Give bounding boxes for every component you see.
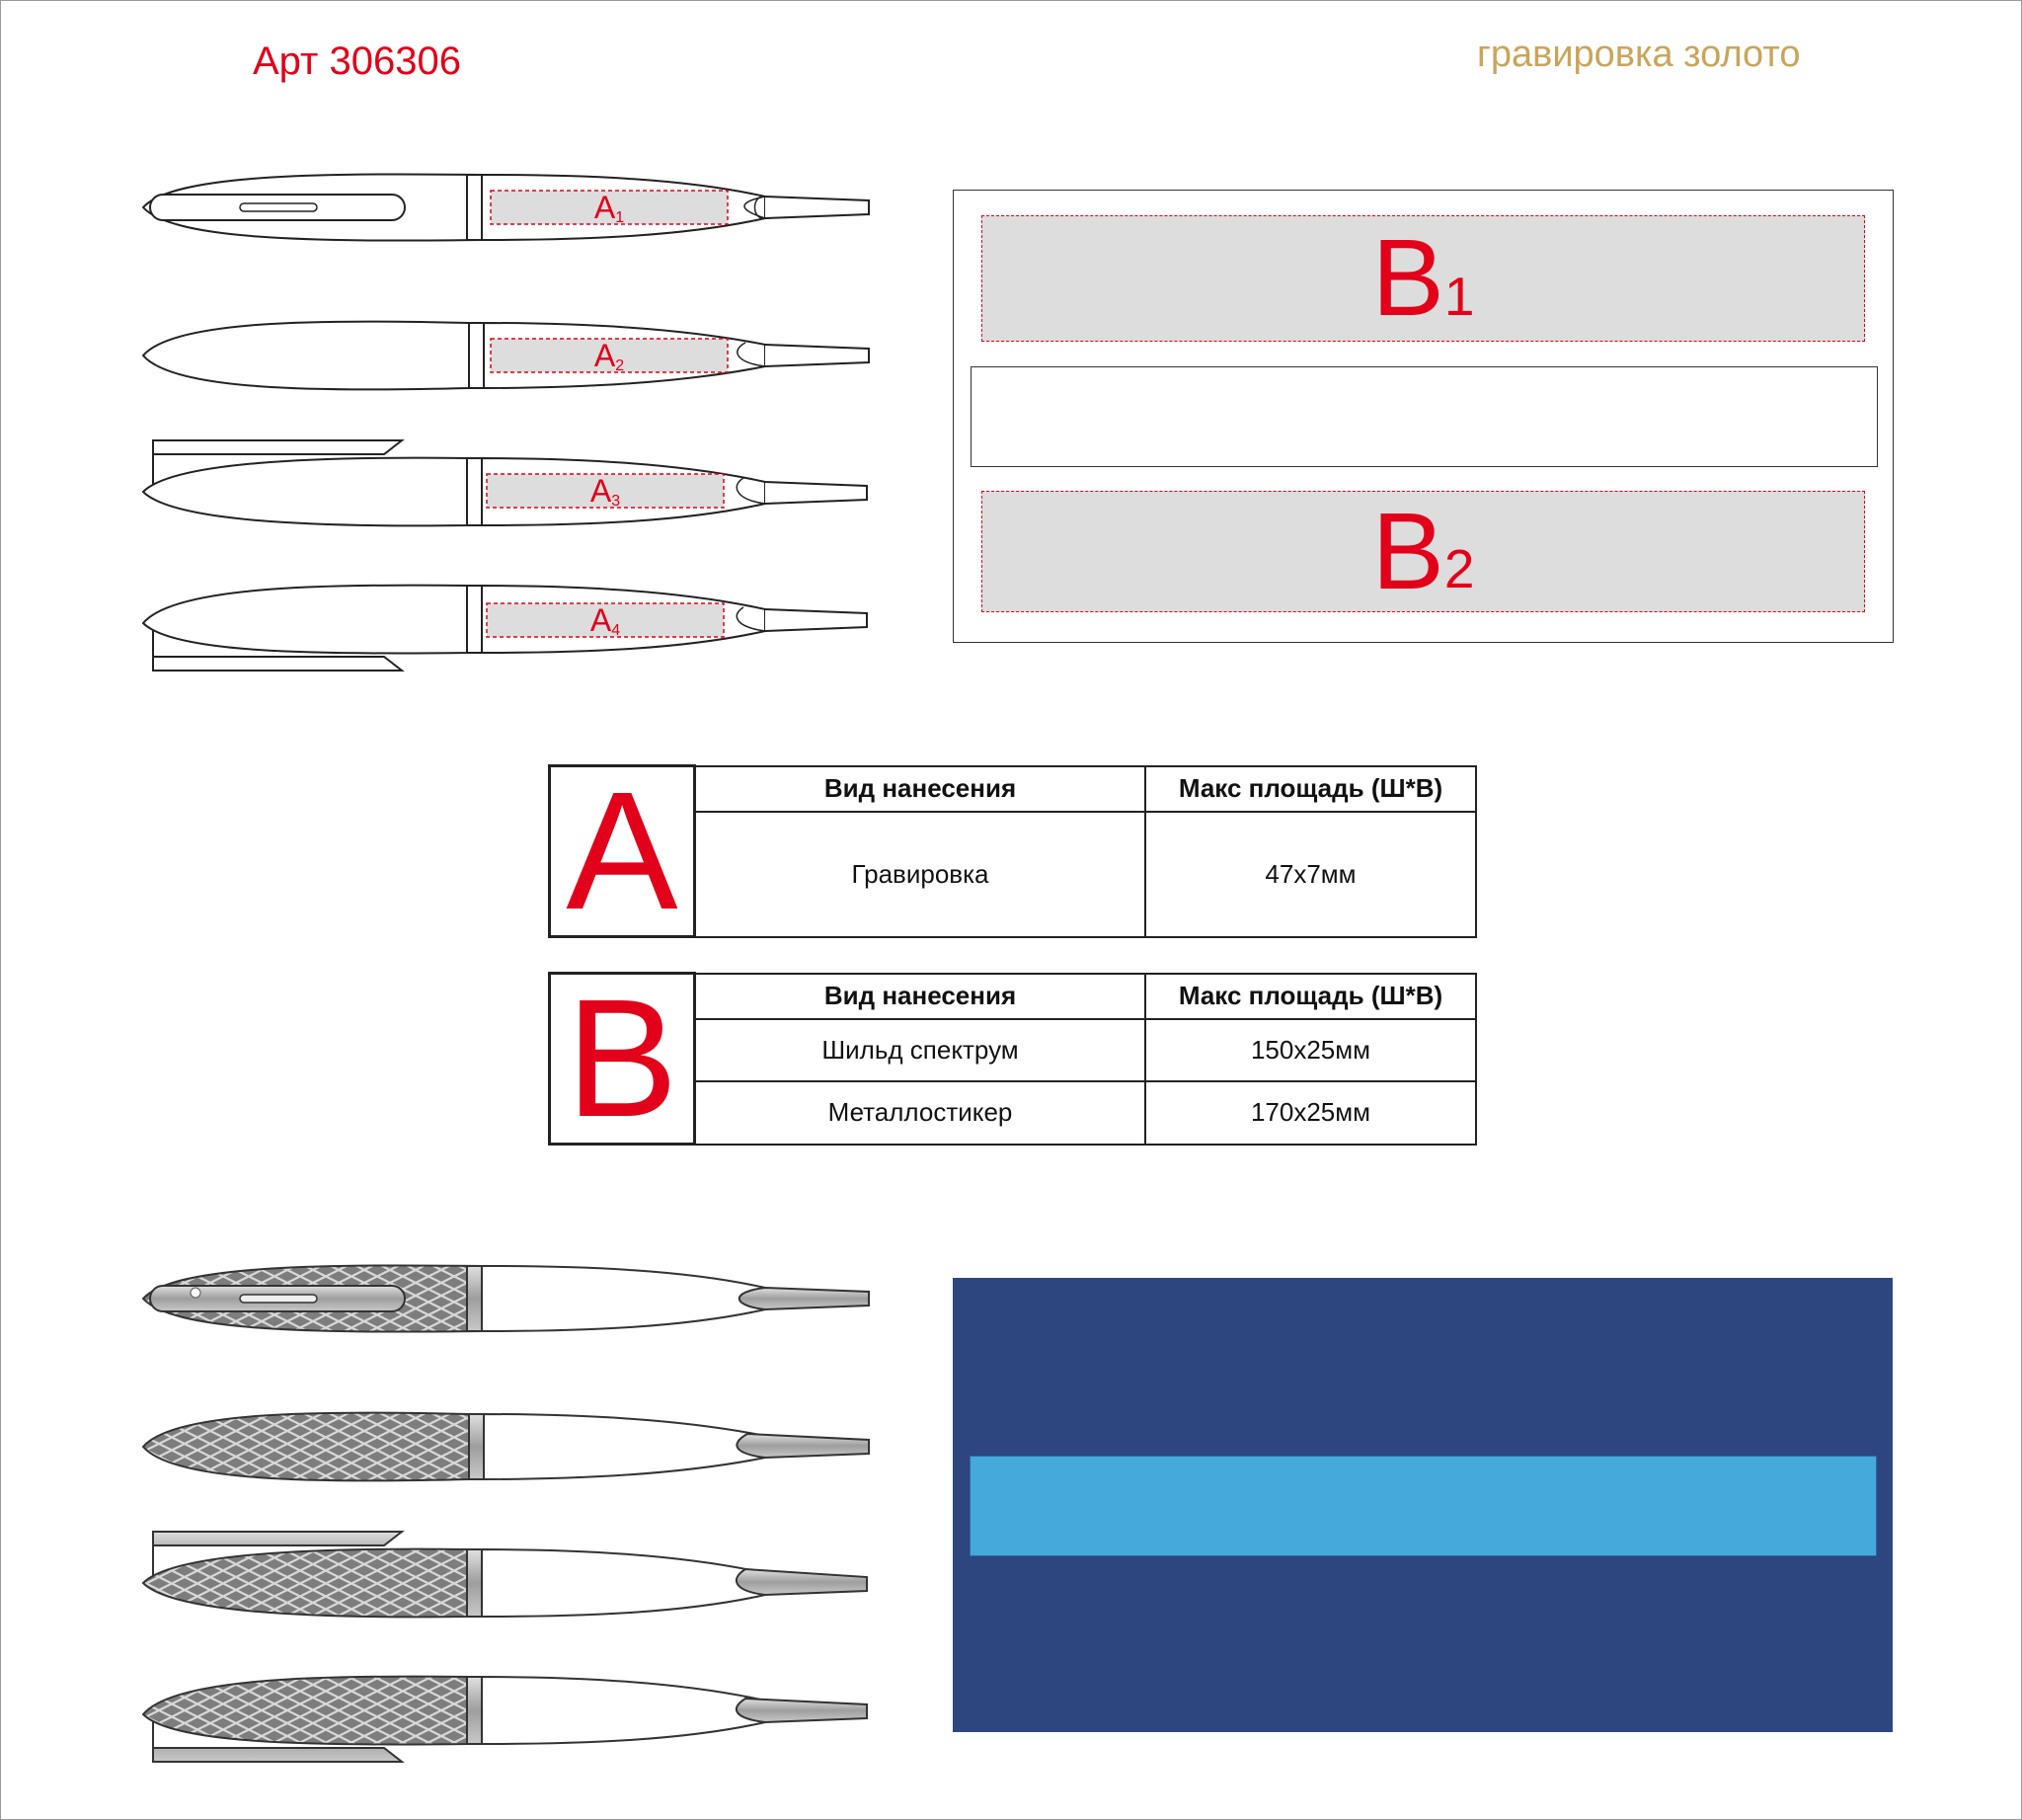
pen-colored-2 xyxy=(133,1392,884,1501)
pen-colored-4 xyxy=(133,1659,884,1768)
pen-outline-4 xyxy=(133,568,884,676)
table-a-area: 47x7мм xyxy=(1145,812,1476,937)
table-b-method-2: Металлостикер xyxy=(695,1081,1146,1144)
zone-b1: B $_1$ xyxy=(981,215,1865,342)
table-b-col-method: Вид нанесения xyxy=(695,974,1146,1019)
plate-middle-strip xyxy=(971,366,1878,467)
article-number: Арт 306306 xyxy=(253,40,461,83)
pen-colored-1 xyxy=(133,1244,884,1353)
table-b-method-1: Шильд спектрум xyxy=(695,1019,1146,1081)
application-method: гравировка золото xyxy=(1477,34,1801,75)
table-b-letter: B xyxy=(550,974,695,1145)
zone-label-a1: A1 xyxy=(593,190,625,226)
table-b-area-1: 150x25мм xyxy=(1145,1019,1476,1081)
table-a-letter: A xyxy=(550,766,695,937)
spec-table-b xyxy=(548,965,1477,1152)
pen-colored-3 xyxy=(133,1526,884,1634)
table-a-method: Гравировка xyxy=(695,812,1146,937)
plate-colored xyxy=(953,1278,1893,1732)
pen-outline-1 xyxy=(133,153,884,262)
pen-outline-2 xyxy=(133,301,884,410)
table-b-area-2: 170x25мм xyxy=(1145,1081,1476,1144)
pen-outline-3 xyxy=(133,435,884,543)
table-a-col-method: Вид нанесения xyxy=(695,766,1146,812)
table-a-col-area: Макс площадь (Ш*В) xyxy=(1145,766,1476,812)
zone-label-a4: A4 xyxy=(589,602,621,639)
table-b-col-area: Макс площадь (Ш*В) xyxy=(1145,974,1476,1019)
zone-label-a3: A3 xyxy=(589,473,621,510)
spec-table-a xyxy=(548,757,1477,945)
plate-colored-stripe xyxy=(970,1456,1877,1556)
zone-label-a2: A2 xyxy=(593,338,625,374)
plate-outline xyxy=(953,190,1894,643)
zone-b2: B $_2$ xyxy=(981,491,1865,612)
